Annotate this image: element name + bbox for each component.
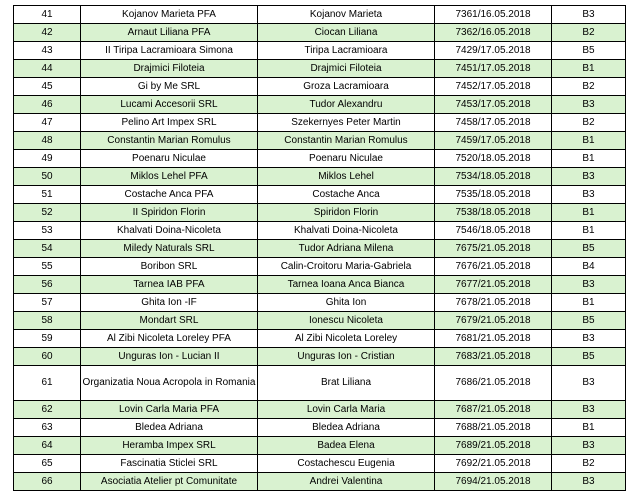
- category-cell: B1: [552, 419, 626, 437]
- firm-name-cell: Miledy Naturals SRL: [81, 240, 258, 258]
- row-number-cell: 54: [14, 240, 81, 258]
- registration-number-cell: 7459/17.05.2018: [435, 132, 552, 150]
- owner-name-cell: Ciocan Liliana: [258, 24, 435, 42]
- registration-number-cell: 7546/18.05.2018: [435, 222, 552, 240]
- category-cell: B3: [552, 330, 626, 348]
- registration-number-cell: 7681/21.05.2018: [435, 330, 552, 348]
- table-row: [14, 132, 626, 150]
- registration-number-cell: 7538/18.05.2018: [435, 204, 552, 222]
- registration-number-cell: 7362/16.05.2018: [435, 24, 552, 42]
- owner-name-cell: Bledea Adriana: [258, 419, 435, 437]
- registration-number-cell: 7429/17.05.2018: [435, 42, 552, 60]
- table-row: [14, 312, 626, 330]
- firm-name-cell: Al Zibi Nicoleta Loreley PFA: [81, 330, 258, 348]
- registration-number-cell: 7675/21.05.2018: [435, 240, 552, 258]
- firm-name-cell: Bledea Adriana: [81, 419, 258, 437]
- registration-number-cell: 7688/21.05.2018: [435, 419, 552, 437]
- category-cell: B1: [552, 60, 626, 78]
- row-number-cell: 59: [14, 330, 81, 348]
- owner-name-cell: Al Zibi Nicoleta Loreley: [258, 330, 435, 348]
- registration-number-cell: 7520/18.05.2018: [435, 150, 552, 168]
- owner-name-cell: Unguras Ion - Cristian: [258, 348, 435, 366]
- firm-name-cell: Drajmici Filoteia: [81, 60, 258, 78]
- table-row: [14, 168, 626, 186]
- row-number-cell: 62: [14, 401, 81, 419]
- category-cell: B3: [552, 437, 626, 455]
- table-row: [14, 24, 626, 42]
- category-cell: B1: [552, 204, 626, 222]
- row-number-cell: 43: [14, 42, 81, 60]
- table-row: [14, 330, 626, 348]
- owner-name-cell: Szekernyes Peter Martin: [258, 114, 435, 132]
- firm-name-cell: Tarnea IAB PFA: [81, 276, 258, 294]
- owner-name-cell: Kojanov Marieta: [258, 6, 435, 24]
- row-number-cell: 44: [14, 60, 81, 78]
- registration-number-cell: 7452/17.05.2018: [435, 78, 552, 96]
- owner-name-cell: Drajmici Filoteia: [258, 60, 435, 78]
- category-cell: B3: [552, 401, 626, 419]
- firm-name-cell: Lucami Accesorii SRL: [81, 96, 258, 114]
- firm-name-cell: Costache Anca PFA: [81, 186, 258, 204]
- firm-name-cell: Kojanov Marieta PFA: [81, 6, 258, 24]
- row-number-cell: 42: [14, 24, 81, 42]
- table-row: [14, 437, 626, 455]
- firm-name-cell: Lovin Carla Maria PFA: [81, 401, 258, 419]
- registration-number-cell: 7677/21.05.2018: [435, 276, 552, 294]
- firm-name-cell: Unguras Ion - Lucian II: [81, 348, 258, 366]
- row-number-cell: 53: [14, 222, 81, 240]
- table-row: [14, 294, 626, 312]
- category-cell: B4: [552, 258, 626, 276]
- firm-name-cell: Gi by Me SRL: [81, 78, 258, 96]
- firm-name-cell: II Tiripa Lacramioara Simona: [81, 42, 258, 60]
- owner-name-cell: Tarnea Ioana Anca Bianca: [258, 276, 435, 294]
- registration-number-cell: 7535/18.05.2018: [435, 186, 552, 204]
- registration-number-cell: 7678/21.05.2018: [435, 294, 552, 312]
- owner-name-cell: Lovin Carla Maria: [258, 401, 435, 419]
- owner-name-cell: Groza Lacramioara: [258, 78, 435, 96]
- category-cell: B3: [552, 96, 626, 114]
- firm-name-cell: Boribon SRL: [81, 258, 258, 276]
- firm-name-cell: Ghita Ion -IF: [81, 294, 258, 312]
- category-cell: B3: [552, 366, 626, 401]
- registration-number-cell: 7692/21.05.2018: [435, 455, 552, 473]
- row-number-cell: 45: [14, 78, 81, 96]
- owner-name-cell: Spiridon Florin: [258, 204, 435, 222]
- table-row: [14, 222, 626, 240]
- firm-name-cell: Khalvati Doina-Nicoleta: [81, 222, 258, 240]
- owner-name-cell: Costache Anca: [258, 186, 435, 204]
- category-cell: B2: [552, 78, 626, 96]
- table-row: [14, 258, 626, 276]
- owner-name-cell: Tudor Adriana Milena: [258, 240, 435, 258]
- row-number-cell: 55: [14, 258, 81, 276]
- owner-name-cell: Brat Liliana: [258, 366, 435, 401]
- firm-name-cell: Poenaru Niculae: [81, 150, 258, 168]
- row-number-cell: 48: [14, 132, 81, 150]
- row-number-cell: 51: [14, 186, 81, 204]
- category-cell: B2: [552, 114, 626, 132]
- owner-name-cell: Ghita Ion: [258, 294, 435, 312]
- row-number-cell: 63: [14, 419, 81, 437]
- firm-name-cell: Fascinatia Sticlei SRL: [81, 455, 258, 473]
- row-number-cell: 58: [14, 312, 81, 330]
- owner-name-cell: Constantin Marian Romulus: [258, 132, 435, 150]
- owner-name-cell: Andrei Valentina: [258, 473, 435, 491]
- firm-name-cell: Asociatia Atelier pt Comunitate: [81, 473, 258, 491]
- row-number-cell: 49: [14, 150, 81, 168]
- category-cell: B5: [552, 42, 626, 60]
- table-row: [14, 42, 626, 60]
- firm-name-cell: Mondart SRL: [81, 312, 258, 330]
- row-number-cell: 56: [14, 276, 81, 294]
- table-row: [14, 78, 626, 96]
- row-number-cell: 52: [14, 204, 81, 222]
- firm-name-cell: Organizatia Noua Acropola in Romania: [81, 366, 258, 401]
- owner-name-cell: Tudor Alexandru: [258, 96, 435, 114]
- row-number-cell: 66: [14, 473, 81, 491]
- row-number-cell: 41: [14, 6, 81, 24]
- registration-number-cell: 7453/17.05.2018: [435, 96, 552, 114]
- category-cell: B1: [552, 132, 626, 150]
- owner-name-cell: Calin-Croitoru Maria-Gabriela: [258, 258, 435, 276]
- category-cell: B5: [552, 312, 626, 330]
- row-number-cell: 50: [14, 168, 81, 186]
- category-cell: B3: [552, 473, 626, 491]
- table-row: [14, 419, 626, 437]
- registry-table: [13, 5, 626, 491]
- registry-table-body: [14, 6, 626, 491]
- registration-number-cell: 7687/21.05.2018: [435, 401, 552, 419]
- table-row: [14, 150, 626, 168]
- registration-number-cell: 7458/17.05.2018: [435, 114, 552, 132]
- table-row: [14, 60, 626, 78]
- category-cell: B2: [552, 455, 626, 473]
- firm-name-cell: Miklos Lehel PFA: [81, 168, 258, 186]
- category-cell: B3: [552, 168, 626, 186]
- registration-number-cell: 7534/18.05.2018: [435, 168, 552, 186]
- table-row: [14, 366, 626, 401]
- row-number-cell: 60: [14, 348, 81, 366]
- firm-name-cell: Heramba Impex SRL: [81, 437, 258, 455]
- table-row: [14, 348, 626, 366]
- registration-number-cell: 7679/21.05.2018: [435, 312, 552, 330]
- category-cell: B5: [552, 240, 626, 258]
- table-row: [14, 401, 626, 419]
- category-cell: B3: [552, 186, 626, 204]
- table-row: [14, 240, 626, 258]
- registration-number-cell: 7683/21.05.2018: [435, 348, 552, 366]
- registration-number-cell: 7686/21.05.2018: [435, 366, 552, 401]
- owner-name-cell: Tiripa Lacramioara: [258, 42, 435, 60]
- firm-name-cell: Arnaut Liliana PFA: [81, 24, 258, 42]
- registration-number-cell: 7694/21.05.2018: [435, 473, 552, 491]
- table-row: [14, 96, 626, 114]
- row-number-cell: 61: [14, 366, 81, 401]
- category-cell: B3: [552, 6, 626, 24]
- owner-name-cell: Ionescu Nicoleta: [258, 312, 435, 330]
- row-number-cell: 65: [14, 455, 81, 473]
- owner-name-cell: Poenaru Niculae: [258, 150, 435, 168]
- row-number-cell: 46: [14, 96, 81, 114]
- row-number-cell: 47: [14, 114, 81, 132]
- table-row: [14, 186, 626, 204]
- owner-name-cell: Costachescu Eugenia: [258, 455, 435, 473]
- category-cell: B5: [552, 348, 626, 366]
- owner-name-cell: Miklos Lehel: [258, 168, 435, 186]
- owner-name-cell: Badea Elena: [258, 437, 435, 455]
- registration-number-cell: 7676/21.05.2018: [435, 258, 552, 276]
- firm-name-cell: Constantin Marian Romulus: [81, 132, 258, 150]
- table-row: [14, 455, 626, 473]
- table-row: [14, 114, 626, 132]
- category-cell: B1: [552, 294, 626, 312]
- registration-number-cell: 7689/21.05.2018: [435, 437, 552, 455]
- table-row: [14, 473, 626, 491]
- row-number-cell: 64: [14, 437, 81, 455]
- registration-number-cell: 7451/17.05.2018: [435, 60, 552, 78]
- category-cell: B2: [552, 24, 626, 42]
- category-cell: B3: [552, 276, 626, 294]
- row-number-cell: 57: [14, 294, 81, 312]
- table-row: [14, 276, 626, 294]
- table-row: [14, 6, 626, 24]
- firm-name-cell: Pelino Art Impex SRL: [81, 114, 258, 132]
- table-row: [14, 204, 626, 222]
- category-cell: B1: [552, 222, 626, 240]
- owner-name-cell: Khalvati Doina-Nicoleta: [258, 222, 435, 240]
- registration-number-cell: 7361/16.05.2018: [435, 6, 552, 24]
- category-cell: B1: [552, 150, 626, 168]
- firm-name-cell: II Spiridon Florin: [81, 204, 258, 222]
